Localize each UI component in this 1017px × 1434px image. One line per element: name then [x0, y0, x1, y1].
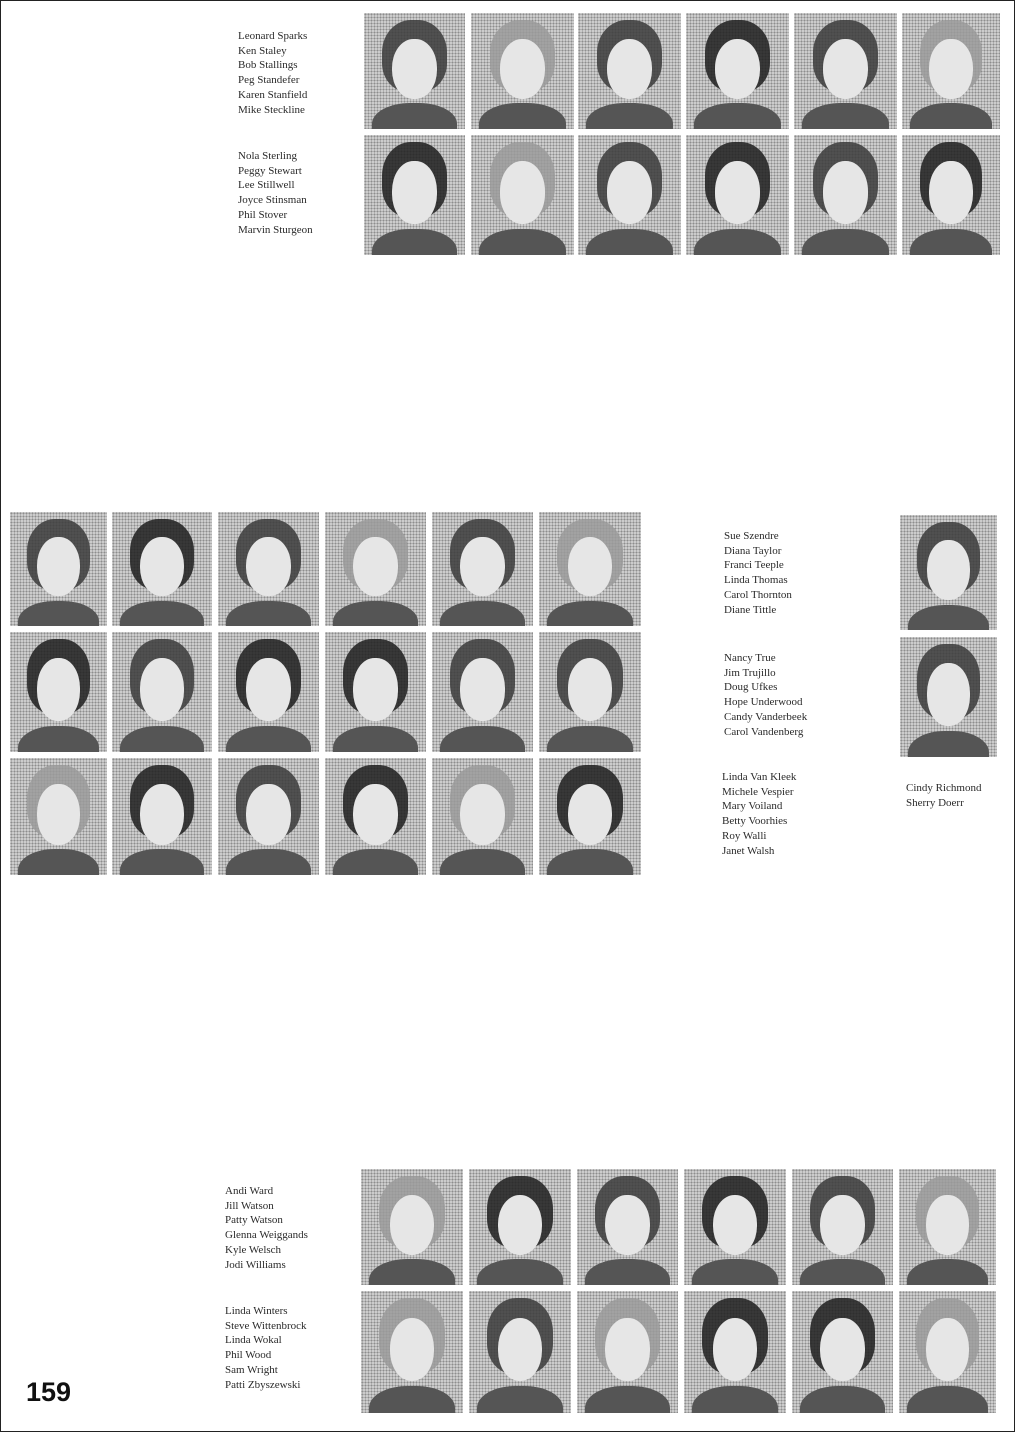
student-photo: [364, 135, 465, 255]
student-photo: [361, 1291, 463, 1413]
student-name: Cindy Richmond: [906, 782, 982, 794]
student-photo: [902, 135, 1000, 255]
student-photo: [684, 1169, 786, 1285]
student-photo: [112, 758, 212, 875]
student-name: Andi Ward: [225, 1185, 274, 1197]
student-name: Patty Watson: [225, 1214, 283, 1227]
student-name: Diana Taylor: [724, 544, 782, 557]
names-right-pair: [906, 781, 981, 810]
student-photo: [325, 512, 426, 626]
student-photo: [686, 13, 789, 129]
student-photo: [577, 1169, 678, 1285]
student-photo: [686, 135, 789, 255]
student-name: Steve Wittenbrock: [225, 1319, 307, 1332]
student-name: Peg Standefer: [238, 74, 300, 87]
student-photo: [364, 13, 465, 129]
student-name: Leonard Sparks: [238, 30, 308, 42]
student-photo: [792, 1169, 893, 1285]
names-top-row1: [238, 29, 307, 117]
student-photo: [469, 1169, 571, 1285]
student-name: Mary Voiland: [722, 800, 783, 813]
student-photo: [10, 512, 107, 626]
student-name: Roy Walli: [722, 829, 767, 842]
student-photo: [900, 637, 997, 757]
student-photo: [900, 515, 997, 630]
student-name: Ken Staley: [238, 44, 287, 57]
student-name: Bob Stallings: [238, 59, 298, 72]
student-photo: [471, 13, 574, 129]
student-name: Candy Vanderbeek: [724, 710, 808, 723]
student-name: Linda Van Kleek: [722, 771, 797, 783]
student-photo: [539, 512, 641, 626]
student-photo: [112, 512, 212, 626]
student-name: Doug Ufkes: [724, 681, 778, 694]
student-name: Phil Wood: [225, 1349, 272, 1362]
student-photo: [218, 758, 319, 875]
student-name: Janet Walsh: [722, 844, 775, 857]
student-photo: [112, 632, 212, 752]
student-photo: [361, 1169, 463, 1285]
student-name: Lee Stillwell: [238, 179, 295, 192]
student-name: Franci Teeple: [724, 559, 784, 572]
student-name: Mike Steckline: [238, 103, 305, 116]
student-photo: [899, 1291, 996, 1413]
student-name: Carol Thornton: [724, 588, 792, 601]
student-name: Linda Wokal: [225, 1334, 282, 1347]
student-photo: [432, 758, 533, 875]
names-bottom-row2: [225, 1304, 307, 1392]
student-photo: [578, 13, 681, 129]
student-name: Marvin Sturgeon: [238, 223, 313, 236]
student-name: Betty Voorhies: [722, 815, 788, 828]
student-photo: [432, 632, 533, 752]
student-name: Jodi Williams: [225, 1258, 286, 1271]
student-name: Glenna Weiggands: [225, 1229, 308, 1242]
names-mid-row1: [724, 529, 792, 617]
names-mid-row2: [724, 651, 807, 739]
student-photo: [539, 758, 641, 875]
student-name: Karen Stanfield: [238, 88, 308, 101]
student-name: Peggy Stewart: [238, 164, 302, 177]
page-number: 159: [26, 1377, 72, 1407]
student-photo: [432, 512, 533, 626]
student-name: Jim Trujillo: [724, 666, 776, 679]
student-photo: [469, 1291, 571, 1413]
student-photo: [471, 135, 574, 255]
names-bottom-row1: [225, 1184, 308, 1272]
student-photo: [577, 1291, 678, 1413]
names-top-row2: [238, 149, 313, 237]
names-mid-row3: [722, 770, 796, 858]
student-name: Nancy True: [724, 652, 776, 664]
student-name: Phil Stover: [238, 208, 288, 221]
student-name: Sherry Doerr: [906, 796, 964, 809]
student-photo: [325, 758, 426, 875]
student-photo: [899, 1169, 996, 1285]
student-name: Hope Underwood: [724, 696, 803, 709]
student-photo: [794, 135, 897, 255]
student-name: Diane Tittle: [724, 603, 777, 616]
student-photo: [684, 1291, 786, 1413]
student-photo: [539, 632, 641, 752]
student-name: Nola Sterling: [238, 150, 297, 162]
student-photo: [325, 632, 426, 752]
student-photo: [10, 632, 107, 752]
student-name: Kyle Welsch: [225, 1243, 282, 1256]
student-photo: [792, 1291, 893, 1413]
student-name: Carol Vandenberg: [724, 725, 804, 738]
student-photo: [218, 512, 319, 626]
student-name: Michele Vespier: [722, 785, 794, 798]
student-name: Patti Zbyszewski: [225, 1378, 301, 1391]
student-name: Linda Winters: [225, 1305, 288, 1317]
student-photo: [794, 13, 897, 129]
student-name: Jill Watson: [225, 1199, 274, 1212]
student-name: Sam Wright: [225, 1363, 278, 1376]
student-name: Sue Szendre: [724, 530, 779, 542]
student-photo: [902, 13, 1000, 129]
student-name: Linda Thomas: [724, 574, 788, 587]
student-photo: [218, 632, 319, 752]
student-photo: [578, 135, 681, 255]
student-photo: [10, 758, 107, 875]
student-name: Joyce Stinsman: [238, 194, 307, 207]
